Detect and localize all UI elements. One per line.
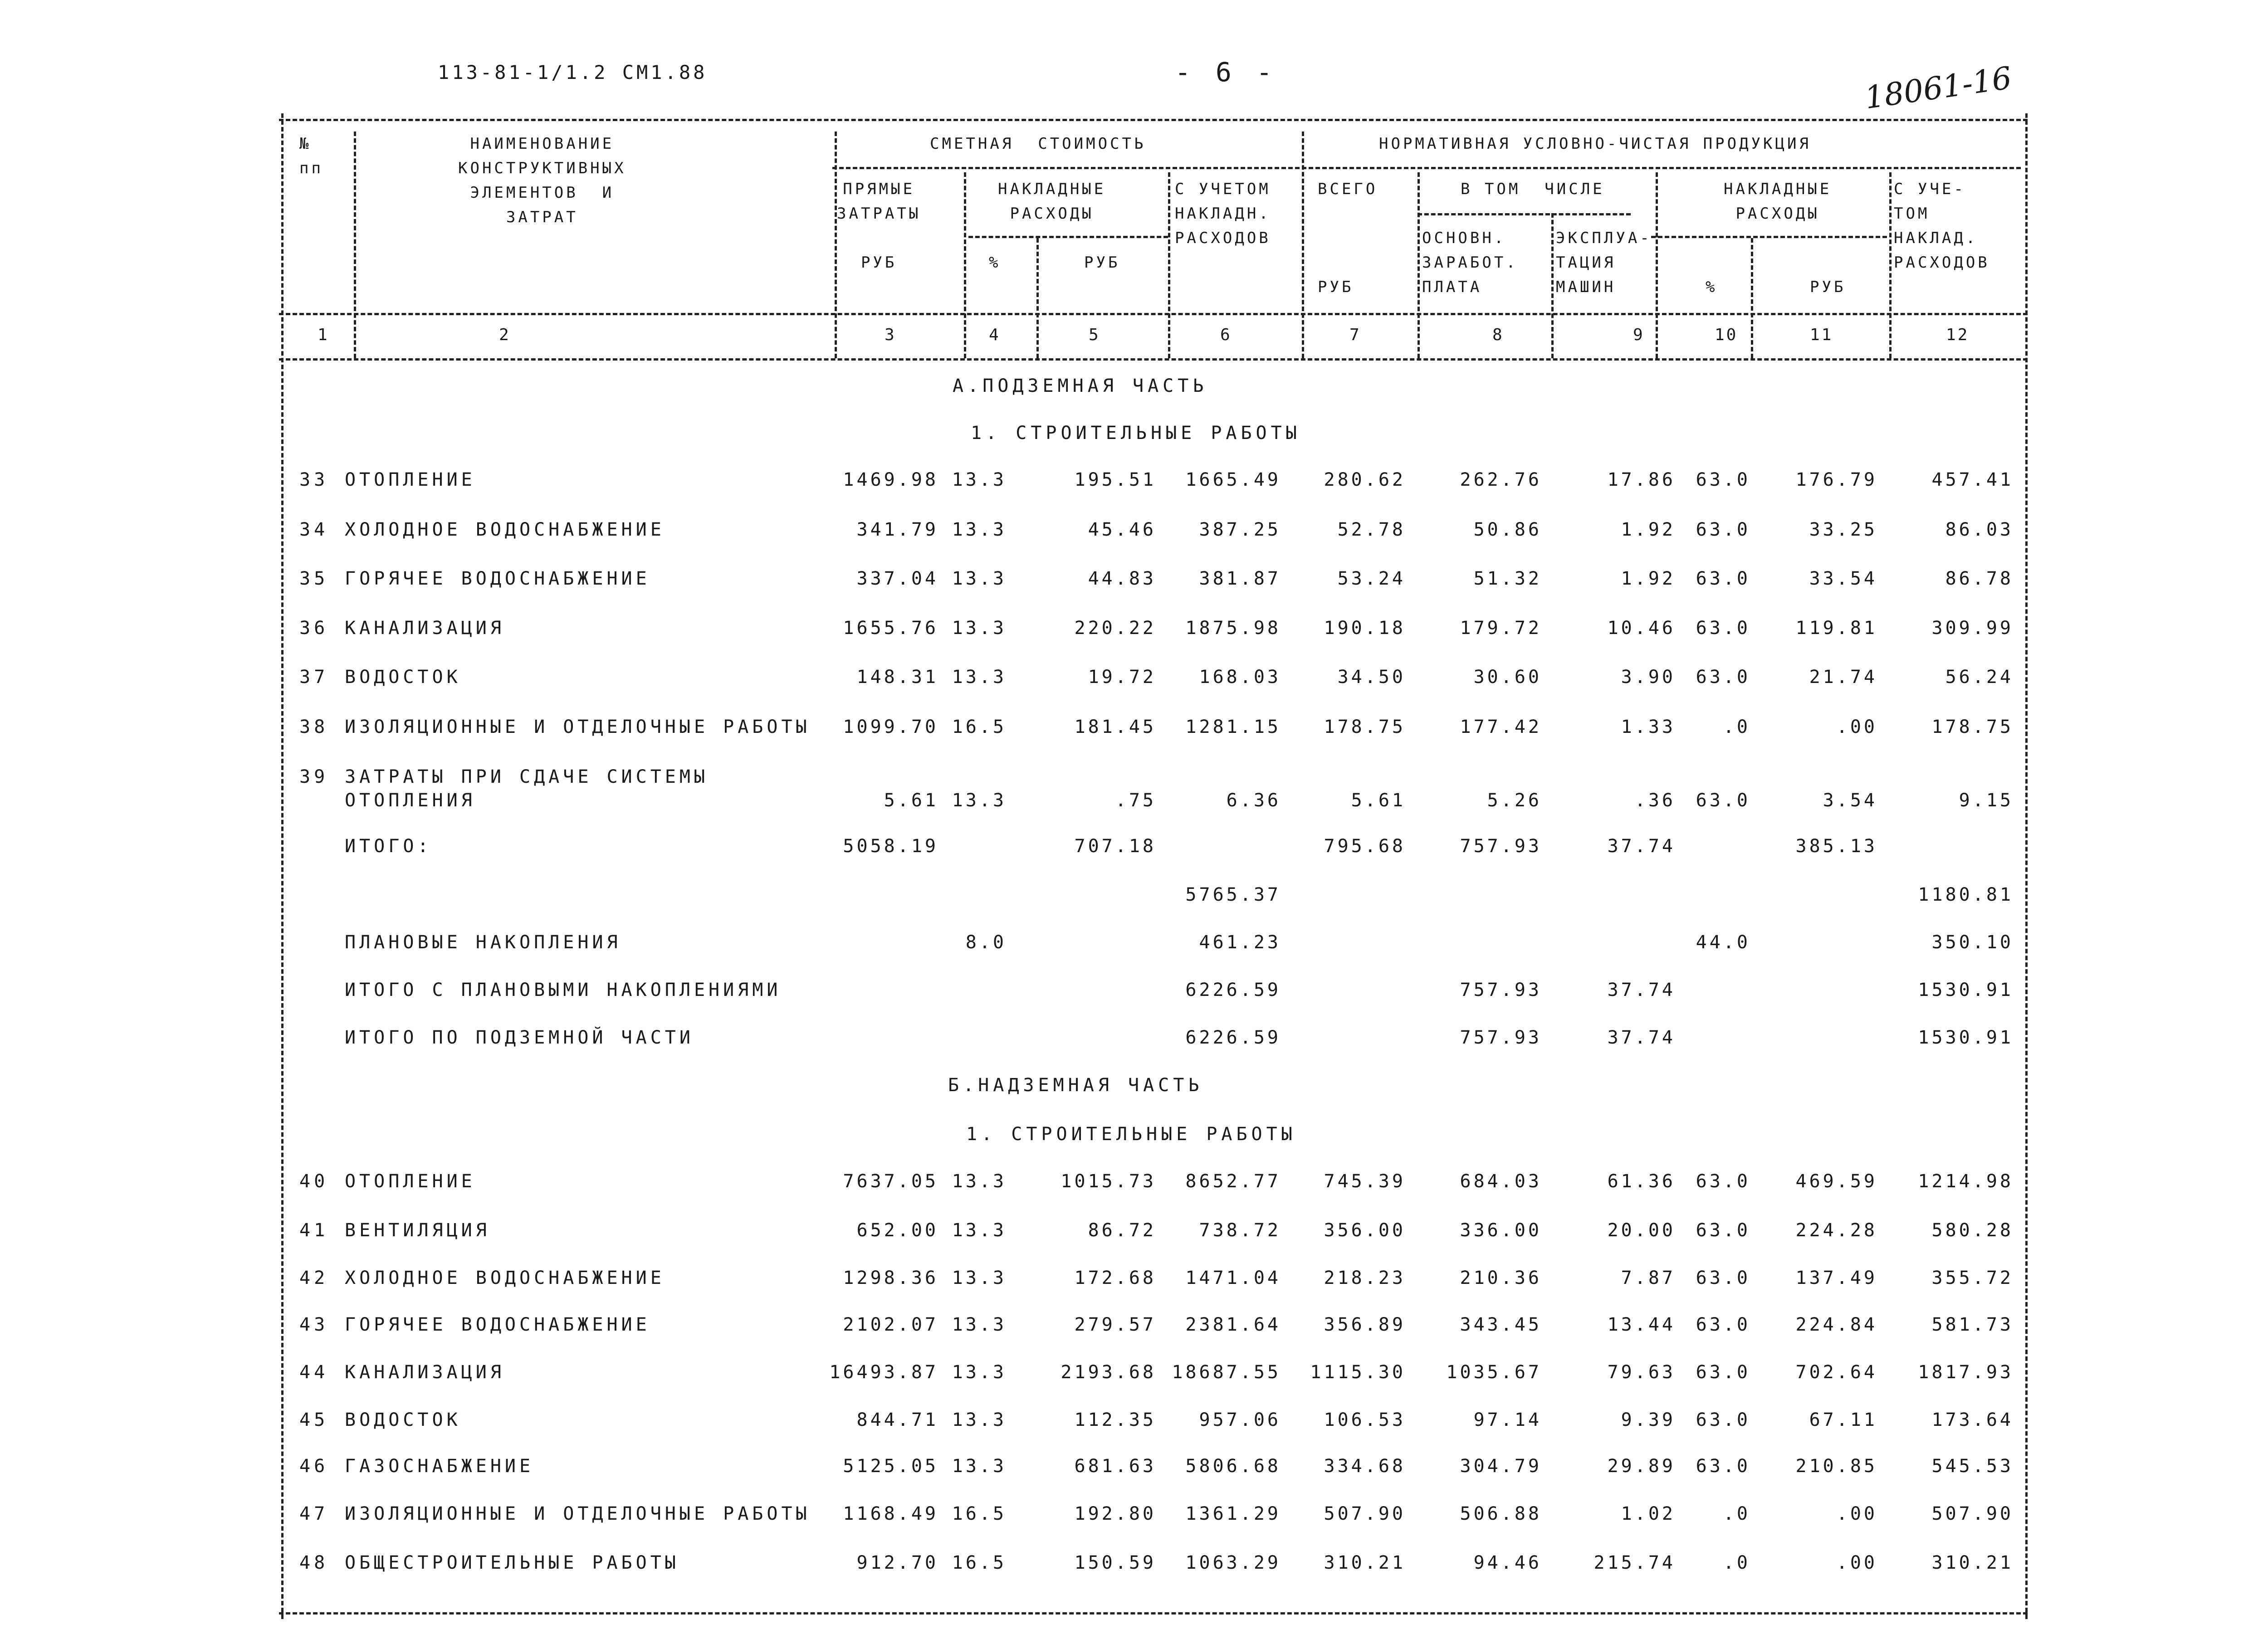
nup-overhead-rub: 21.74 [1809, 667, 1877, 688]
nup-overhead-rub: 33.54 [1809, 568, 1877, 589]
col-header-direct: ПРЯМЫЕ ЗАТРАТЫ РУБ [837, 180, 921, 272]
col-header-nup-pct: % [1706, 278, 1718, 296]
with-overhead: 1281.15 [1185, 717, 1281, 737]
nup-overhead-pct: 63.0 [1696, 1410, 1750, 1430]
nup-total: 310.21 [1324, 1552, 1406, 1573]
col-divider [1751, 238, 1753, 358]
total-overhead-rub: 707.18 [1074, 836, 1156, 857]
machine-operation: 1.92 [1621, 519, 1676, 540]
nup-overhead-rub: 210.85 [1795, 1456, 1877, 1477]
nup-total: 178.75 [1324, 717, 1406, 737]
direct-cost: 2102.07 [843, 1314, 938, 1335]
overhead-pct: 13.3 [952, 469, 1007, 490]
direct-cost: 341.79 [856, 519, 938, 540]
row-name: ОТОПЛЕНИЕ [345, 1171, 476, 1192]
plan-pct: 8.0 [965, 932, 1007, 953]
direct-cost: 844.71 [856, 1410, 938, 1430]
col-header-nup-group: НОРМАТИВНАЯ УСЛОВНО-ЧИСТАЯ ПРОДУКЦИЯ [1379, 135, 1811, 153]
direct-cost: 1099.70 [843, 717, 938, 737]
row-number: 40 [299, 1171, 329, 1192]
nup-total: 106.53 [1324, 1410, 1406, 1430]
direct-cost: 16493.87 [829, 1362, 938, 1383]
col-number: 5 [1089, 326, 1100, 344]
row-number: 38 [299, 717, 329, 737]
row-number: 39 [299, 766, 329, 787]
base-wage: 304.79 [1460, 1456, 1542, 1477]
nup-with-overhead: 581.73 [1931, 1314, 2014, 1335]
nup-overhead-rub: .00 [1836, 1552, 1877, 1573]
overhead-rub: 220.22 [1074, 618, 1156, 639]
with-overhead: 381.87 [1199, 568, 1281, 589]
overhead-pct: 13.3 [952, 1220, 1007, 1241]
base-wage: 179.72 [1460, 618, 1542, 639]
with-overhead: 6.36 [1226, 790, 1281, 811]
nup-total: 190.18 [1324, 618, 1406, 639]
total-part-nup-with: 1530.91 [1918, 1027, 2014, 1048]
overhead-pct: 13.3 [952, 568, 1007, 589]
col-number: 7 [1349, 326, 1361, 344]
plan-label: ПЛАНОВЫЕ НАКОПЛЕНИЯ [345, 932, 621, 953]
section-title-b: Б.НАДЗЕМНАЯ ЧАСТЬ [948, 1075, 1203, 1096]
machine-operation: 61.36 [1607, 1171, 1676, 1192]
overhead-pct: 13.3 [952, 1410, 1007, 1430]
nup-overhead-rub: 119.81 [1795, 618, 1877, 639]
with-overhead: 1361.29 [1185, 1503, 1281, 1524]
overhead-rub: .75 [1115, 790, 1156, 811]
direct-cost: 1469.98 [843, 469, 938, 490]
overhead-rub: 1015.73 [1061, 1171, 1156, 1192]
nup-total: 5.61 [1351, 790, 1406, 811]
nup-overhead-rub: 137.49 [1795, 1268, 1877, 1288]
base-wage: 343.45 [1460, 1314, 1542, 1335]
nup-total: 745.39 [1324, 1171, 1406, 1192]
with-overhead: 18687.55 [1172, 1362, 1281, 1383]
base-wage: 177.42 [1460, 717, 1542, 737]
col-header-cost-group: СМЕТНАЯ СТОИМОСТЬ [930, 135, 1146, 153]
base-wage: 94.46 [1473, 1552, 1542, 1573]
total-part-wage: 757.93 [1460, 1027, 1542, 1048]
overhead-rub: 2193.68 [1061, 1362, 1156, 1383]
machine-operation: 10.46 [1607, 618, 1676, 639]
col-header-overhead: НАКЛАДНЫЕ РАСХОДЫ [998, 180, 1106, 223]
base-wage: 1035.67 [1446, 1362, 1542, 1383]
plan-nup-with: 350.10 [1931, 932, 2014, 953]
total-part-label: ИТОГО ПО ПОДЗЕМНОЙ ЧАСТИ [345, 1027, 694, 1048]
base-wage: 5.26 [1487, 790, 1542, 811]
base-wage: 506.88 [1460, 1503, 1542, 1524]
nup-with-overhead: 178.75 [1931, 717, 2014, 737]
row-name: ГОРЯЧЕЕ ВОДОСНАБЖЕНИЕ [345, 1314, 650, 1335]
row-number: 48 [299, 1552, 329, 1573]
total-nup-all: 795.68 [1324, 836, 1406, 857]
overhead-rub: 195.51 [1074, 469, 1156, 490]
base-wage: 97.14 [1473, 1410, 1542, 1430]
base-wage: 30.60 [1473, 667, 1542, 688]
base-wage: 684.03 [1460, 1171, 1542, 1192]
nup-overhead-pct: 63.0 [1696, 1456, 1750, 1477]
direct-cost: 7637.05 [843, 1171, 938, 1192]
total-part-with: 6226.59 [1185, 1027, 1281, 1048]
col-header-rub: РУБ [1084, 254, 1120, 272]
overhead-pct: 16.5 [952, 1503, 1007, 1524]
nup-overhead-pct: 63.0 [1696, 1362, 1750, 1383]
row-number: 44 [299, 1362, 329, 1383]
machine-operation: 7.87 [1621, 1268, 1676, 1288]
col-header-name: НАИМЕНОВАНИЕ КОНСТРУКТИВНЫХ ЭЛЕМЕНТОВ И ЗАТРАТ [458, 135, 626, 226]
machine-operation: 215.74 [1593, 1552, 1676, 1573]
machine-operation: 3.90 [1621, 667, 1676, 688]
direct-cost: 1168.49 [843, 1503, 938, 1524]
nup-with-overhead: 86.03 [1945, 519, 2014, 540]
nup-overhead-rule [1651, 236, 1887, 238]
nup-total: 334.68 [1324, 1456, 1406, 1477]
row-name: ГАЗОСНАБЖЕНИЕ [345, 1456, 534, 1477]
overhead-rub: 112.35 [1074, 1410, 1156, 1430]
nup-with-overhead: 309.99 [1931, 618, 2014, 639]
overhead-rub: 150.59 [1074, 1552, 1156, 1573]
nup-overhead-pct: 63.0 [1696, 1171, 1750, 1192]
with-overhead: 738.72 [1199, 1220, 1281, 1241]
with-overhead: 1665.49 [1185, 469, 1281, 490]
overhead-rub: 172.68 [1074, 1268, 1156, 1288]
col-header-pp: № пп [299, 135, 323, 177]
machine-operation: 29.89 [1607, 1456, 1676, 1477]
row-name: КАНАЛИЗАЦИЯ [345, 618, 505, 639]
with-overhead: 1471.04 [1185, 1268, 1281, 1288]
nup-with-overhead: 457.41 [1931, 469, 2014, 490]
nup-overhead-pct: 63.0 [1696, 568, 1750, 589]
total-nup-with: 1180.81 [1918, 884, 2014, 905]
nup-overhead-pct: 63.0 [1696, 1268, 1750, 1288]
overhead-pct: 16.5 [952, 1552, 1007, 1573]
table-bottom-rule [279, 1612, 2028, 1614]
nup-overhead-rub: 469.59 [1795, 1171, 1877, 1192]
col-number: 1 [318, 326, 329, 344]
col-header-nup-with: С УЧЕ- ТОМ НАКЛАД. РАСХОДОВ [1894, 180, 1990, 272]
row-name: КАНАЛИЗАЦИЯ [345, 1362, 505, 1383]
table-right-border [2025, 113, 2028, 1619]
header-bottom-rule [279, 313, 2028, 315]
row-number: 36 [299, 618, 329, 639]
nup-with-overhead: 9.15 [1959, 790, 2014, 811]
row-name: ВОДОСТОК [345, 1410, 461, 1430]
col-divider [1656, 172, 1658, 358]
nup-overhead-rub: 176.79 [1795, 469, 1877, 490]
nup-overhead-pct: .0 [1723, 1552, 1750, 1573]
base-wage: 51.32 [1473, 568, 1542, 589]
col-number: 10 [1715, 326, 1738, 344]
nup-overhead-pct: 63.0 [1696, 469, 1750, 490]
overhead-rub: 45.46 [1088, 519, 1156, 540]
row-number: 43 [299, 1314, 329, 1335]
nup-with-overhead: 355.72 [1931, 1268, 2014, 1288]
incl-rule [1418, 213, 1631, 215]
base-wage: 336.00 [1460, 1220, 1542, 1241]
col-header-incl: В ТОМ ЧИСЛЕ [1461, 180, 1605, 198]
nup-overhead-pct: 63.0 [1696, 790, 1750, 811]
nup-overhead-rub: 3.54 [1823, 790, 1877, 811]
nup-overhead-rub: 224.84 [1795, 1314, 1877, 1335]
nup-total: 34.50 [1337, 667, 1406, 688]
overhead-pct: 13.3 [952, 1314, 1007, 1335]
col-number: 8 [1492, 326, 1504, 344]
nup-total: 356.00 [1324, 1220, 1406, 1241]
with-overhead: 1063.29 [1185, 1552, 1281, 1573]
col-number: 11 [1810, 326, 1833, 344]
overhead-rub: 192.80 [1074, 1503, 1156, 1524]
col-number: 2 [499, 326, 511, 344]
handwritten-stamp: 18061-16 [1862, 60, 2014, 117]
overhead-pct: 13.3 [952, 790, 1007, 811]
with-overhead: 168.03 [1199, 667, 1281, 688]
nup-total: 280.62 [1324, 469, 1406, 490]
direct-cost: 1655.76 [843, 618, 938, 639]
row-number: 46 [299, 1456, 329, 1477]
col-number-rule [279, 358, 2028, 361]
total-plan-wage: 757.93 [1460, 980, 1542, 1000]
total-plan-nup-with: 1530.91 [1918, 980, 2014, 1000]
overhead-rub: 19.72 [1088, 667, 1156, 688]
row-number: 47 [299, 1503, 329, 1524]
overhead-pct: 16.5 [952, 717, 1007, 737]
overhead-pct: 13.3 [952, 519, 1007, 540]
nup-with-overhead: 173.64 [1931, 1410, 2014, 1430]
col-header-nup-overhead: НАКЛАДНЫЕ РАСХОДЫ [1724, 180, 1832, 223]
nup-overhead-pct: .0 [1723, 717, 1750, 737]
row-name: ЗАТРАТЫ ПРИ СДАЧЕ СИСТЕМЫ [345, 766, 709, 787]
row-number: 35 [299, 568, 329, 589]
nup-overhead-rub: 67.11 [1809, 1410, 1877, 1430]
base-wage: 210.36 [1460, 1268, 1542, 1288]
row-name: ХОЛОДНОЕ ВОДОСНАБЖЕНИЕ [345, 519, 665, 540]
row-name: ВЕНТИЛЯЦИЯ [345, 1220, 490, 1241]
col-number: 9 [1633, 326, 1645, 344]
direct-cost: 912.70 [856, 1552, 938, 1573]
nup-with-overhead: 545.53 [1931, 1456, 2014, 1477]
overhead-rub: 181.45 [1074, 717, 1156, 737]
row-number: 33 [299, 469, 329, 490]
direct-cost: 5125.05 [843, 1456, 938, 1477]
overhead-rub: 44.83 [1088, 568, 1156, 589]
row-number: 37 [299, 667, 329, 688]
machine-operation: .36 [1634, 790, 1676, 811]
with-overhead: 1875.98 [1185, 618, 1281, 639]
row-name: ИЗОЛЯЦИОННЫЕ И ОТДЕЛОЧНЫЕ РАБОТЫ [345, 717, 811, 737]
col-divider [354, 132, 356, 358]
total-plan-with: 6226.59 [1185, 980, 1281, 1000]
overhead-pct: 13.3 [952, 618, 1007, 639]
col-divider [1168, 172, 1170, 358]
nup-overhead-rub: .00 [1836, 717, 1877, 737]
nup-with-overhead: 507.90 [1931, 1503, 2014, 1524]
row-name: ОТОПЛЕНИЕ [345, 469, 476, 490]
col-header-pct: % [989, 254, 1001, 272]
row-name: ГОРЯЧЕЕ ВОДОСНАБЖЕНИЕ [345, 568, 650, 589]
overhead-pct: 13.3 [952, 1362, 1007, 1383]
plan-nup-pct: 44.0 [1696, 932, 1750, 953]
nup-overhead-rub: .00 [1836, 1503, 1877, 1524]
col-number: 3 [885, 326, 896, 344]
with-overhead: 8652.77 [1185, 1171, 1281, 1192]
col-header-wage: ОСНОВН. ЗАРАБОТ. ПЛАТА [1422, 229, 1518, 296]
nup-with-overhead: 86.78 [1945, 568, 2014, 589]
nup-overhead-pct: 63.0 [1696, 1220, 1750, 1241]
section-title-a: А.ПОДЗЕМНАЯ ЧАСТЬ [953, 376, 1208, 396]
col-divider [1418, 172, 1420, 358]
row-number: 45 [299, 1410, 329, 1430]
machine-operation: 20.00 [1607, 1220, 1676, 1241]
nup-overhead-rub: 702.64 [1795, 1362, 1877, 1383]
nup-total: 52.78 [1337, 519, 1406, 540]
nup-overhead-pct: 63.0 [1696, 519, 1750, 540]
section-subtitle-a: 1. СТРОИТЕЛЬНЫЕ РАБОТЫ [971, 423, 1301, 444]
nup-overhead-pct: 63.0 [1696, 618, 1750, 639]
col-header-total: ВСЕГО РУБ [1318, 180, 1378, 296]
machine-operation: 17.86 [1607, 469, 1676, 490]
nup-with-overhead: 310.21 [1931, 1552, 2014, 1573]
total-direct: 5058.19 [843, 836, 938, 857]
nup-total: 1115.30 [1310, 1362, 1406, 1383]
total-label: ИТОГО: [345, 836, 432, 857]
nup-overhead-rub: 224.28 [1795, 1220, 1877, 1241]
nup-total: 218.23 [1324, 1268, 1406, 1288]
nup-with-overhead: 1817.93 [1918, 1362, 2014, 1383]
total-machines: 37.74 [1607, 836, 1676, 857]
row-name-cont: ОТОПЛЕНИЯ [345, 790, 476, 811]
row-name: ВОДОСТОК [345, 667, 461, 688]
col-header-nup-rub: РУБ [1810, 278, 1846, 296]
base-wage: 50.86 [1473, 519, 1542, 540]
col-header-with-overhead: С УЧЕТОМ НАКЛАДН. РАСХОДОВ [1175, 180, 1271, 247]
direct-cost: 337.04 [856, 568, 938, 589]
base-wage: 262.76 [1460, 469, 1542, 490]
nup-with-overhead: 1214.98 [1918, 1171, 2014, 1192]
total-plan-label: ИТОГО С ПЛАНОВЫМИ НАКОПЛЕНИЯМИ [345, 980, 782, 1000]
section-subtitle-b: 1. СТРОИТЕЛЬНЫЕ РАБОТЫ [966, 1124, 1296, 1145]
nup-total: 356.89 [1324, 1314, 1406, 1335]
nup-overhead-rub: 33.25 [1809, 519, 1877, 540]
with-overhead: 5806.68 [1185, 1456, 1281, 1477]
col-number: 12 [1946, 326, 1970, 344]
overhead-pct: 13.3 [952, 667, 1007, 688]
group-rule [832, 167, 2021, 169]
col-divider [1036, 238, 1039, 358]
total-plan-machines: 37.74 [1607, 980, 1676, 1000]
overhead-rule [968, 236, 1168, 238]
with-overhead: 957.06 [1199, 1410, 1281, 1430]
machine-operation: 9.39 [1621, 1410, 1676, 1430]
nup-overhead-pct: 63.0 [1696, 1314, 1750, 1335]
col-number: 6 [1220, 326, 1232, 344]
with-overhead: 387.25 [1199, 519, 1281, 540]
machine-operation: 1.02 [1621, 1503, 1676, 1524]
row-number: 42 [299, 1268, 329, 1288]
row-number: 34 [299, 519, 329, 540]
nup-with-overhead: 56.24 [1945, 667, 2014, 688]
machine-operation: 1.92 [1621, 568, 1676, 589]
machine-operation: 79.63 [1607, 1362, 1676, 1383]
row-name: ХОЛОДНОЕ ВОДОСНАБЖЕНИЕ [345, 1268, 665, 1288]
row-name: ОБЩЕСТРОИТЕЛЬНЫЕ РАБОТЫ [345, 1552, 679, 1573]
table-left-border [281, 113, 284, 1619]
overhead-pct: 13.3 [952, 1171, 1007, 1192]
col-number: 4 [989, 326, 1001, 344]
col-header-machines: ЭКСПЛУА- ТАЦИЯ МАШИН [1556, 229, 1652, 296]
col-divider [1889, 172, 1892, 358]
overhead-rub: 279.57 [1074, 1314, 1156, 1335]
overhead-pct: 13.3 [952, 1456, 1007, 1477]
nup-total: 53.24 [1337, 568, 1406, 589]
with-overhead: 2381.64 [1185, 1314, 1281, 1335]
overhead-rub: 681.63 [1074, 1456, 1156, 1477]
document-code: 113-81-1/1.2 СМ1.88 [438, 61, 708, 83]
direct-cost: 652.00 [856, 1220, 938, 1241]
nup-total: 507.90 [1324, 1503, 1406, 1524]
total-wage: 757.93 [1460, 836, 1542, 857]
nup-overhead-pct: .0 [1723, 1503, 1750, 1524]
machine-operation: 1.33 [1621, 717, 1676, 737]
machine-operation: 13.44 [1607, 1314, 1676, 1335]
nup-overhead-pct: 63.0 [1696, 667, 1750, 688]
row-number: 41 [299, 1220, 329, 1241]
nup-with-overhead: 580.28 [1931, 1220, 2014, 1241]
direct-cost: 1298.36 [843, 1268, 938, 1288]
col-divider [1302, 132, 1304, 358]
total-with-overhead: 5765.37 [1185, 884, 1281, 905]
direct-cost: 148.31 [856, 667, 938, 688]
row-name: ИЗОЛЯЦИОННЫЕ И ОТДЕЛОЧНЫЕ РАБОТЫ [345, 1503, 811, 1524]
plan-with: 461.23 [1199, 932, 1281, 953]
col-divider [1551, 213, 1554, 358]
col-divider [964, 172, 966, 358]
overhead-rub: 86.72 [1088, 1220, 1156, 1241]
page-number: - 6 - [1175, 57, 1277, 88]
overhead-pct: 13.3 [952, 1268, 1007, 1288]
total-part-machines: 37.74 [1607, 1027, 1676, 1048]
total-nup-rub: 385.13 [1795, 836, 1877, 857]
direct-cost: 5.61 [884, 790, 938, 811]
table-top-rule [279, 119, 2028, 121]
